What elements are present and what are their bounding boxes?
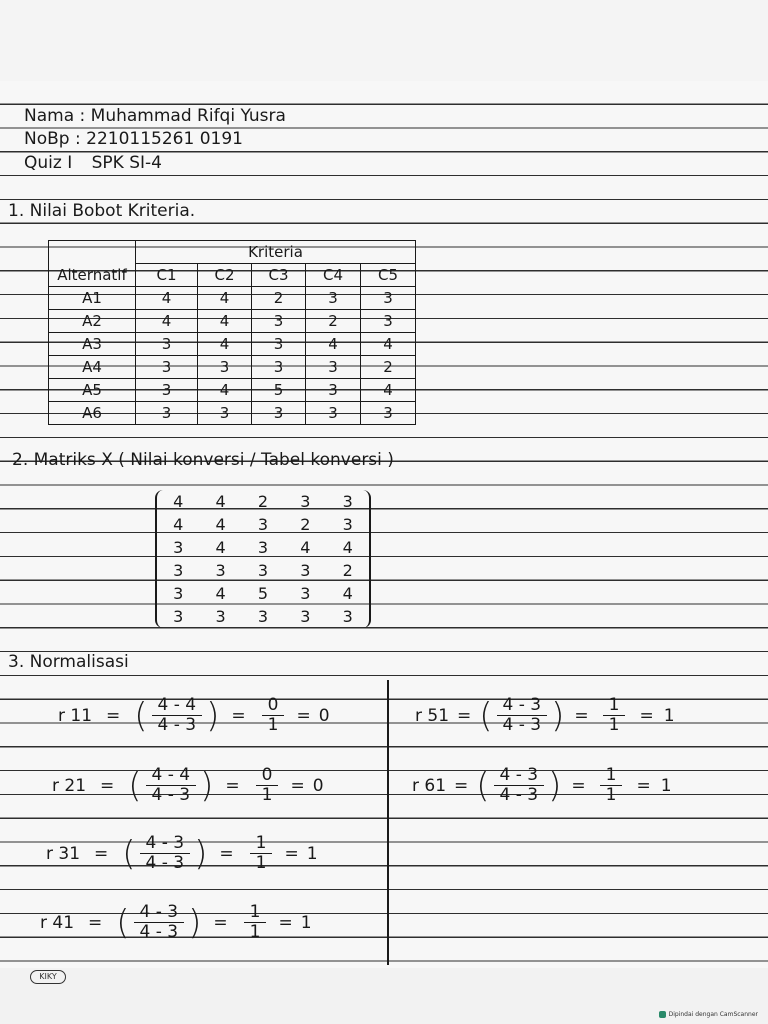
table-cell: 3	[306, 379, 361, 402]
table-cell: 3	[252, 356, 306, 379]
table-cell: 3	[198, 402, 252, 425]
matrix-cell: 3	[215, 607, 226, 626]
fraction-result: $\frac{1}{1}$	[244, 903, 267, 942]
equation-r11: r 11 = ( $\frac{4 - 4}{4 - 3}$ ) = $\frac{0}{1}$ = 0	[58, 695, 330, 736]
matrix-cell: 3	[173, 538, 184, 557]
table-cell: 4	[198, 333, 252, 356]
table-cell: 3	[306, 356, 361, 379]
equation-r41: r 41 = ( $\frac{4 - 3}{4 - 3}$ ) = $\frac{1}{1}$ = 1	[40, 902, 312, 943]
equation-result: 1	[300, 912, 312, 933]
table-cell: 4	[361, 379, 416, 402]
row-name: A3	[49, 333, 136, 356]
matrix-cell: 2	[342, 561, 353, 580]
page-top-margin	[0, 0, 768, 81]
equation-r51: r 51 = ( $\frac{4 - 3}{4 - 3}$ ) = $\frac{1}{1}$ = 1	[415, 695, 675, 736]
matrix-cell: 3	[300, 584, 311, 603]
matrix-cell: 3	[257, 561, 269, 580]
table-cell: 3	[252, 310, 306, 333]
equation-result: 1	[306, 843, 318, 864]
fraction: $\frac{4 - 3}{4 - 3}$	[497, 696, 548, 735]
equation-label: r 51	[415, 705, 450, 726]
matrix-row	[157, 607, 369, 629]
matrix-cell: 3	[173, 561, 184, 580]
matrix-cell: 3	[257, 607, 269, 626]
kriteria-group-header: Kriteria	[136, 241, 416, 264]
table-cell: 3	[306, 402, 361, 425]
matrix-row	[157, 538, 369, 560]
equation-result: 1	[660, 775, 672, 796]
row-name: A4	[49, 356, 136, 379]
table-cell: 4	[361, 333, 416, 356]
table-cell: 3	[361, 310, 416, 333]
section1-title: 1. Nilai Bobot Kriteria.	[8, 201, 196, 221]
matrix-row	[157, 561, 369, 583]
matrix-cell: 3	[342, 515, 353, 534]
matrix-cell: 3	[342, 492, 353, 511]
table-row	[49, 379, 416, 402]
quiz-value: SPK SI-4	[91, 153, 162, 173]
nama-label: Nama	[24, 106, 75, 126]
scanner-text: Dipindai dengan CamScanner	[668, 1011, 758, 1018]
table-cell: 3	[361, 402, 416, 425]
page-bottom-margin	[0, 968, 768, 1024]
table-cell: 4	[198, 287, 252, 310]
table-row	[49, 333, 416, 356]
fraction-result: $\frac{0}{1}$	[262, 696, 285, 735]
kriteria-table	[48, 240, 416, 425]
table-corner	[49, 241, 136, 264]
equation-r21: r 21 = ( $\frac{4 - 4}{4 - 3}$ ) = $\frac{0}{1}$ = 0	[52, 765, 324, 806]
equation-label: r 21	[52, 775, 87, 796]
table-row	[49, 310, 416, 333]
matrix-cell: 3	[215, 561, 226, 580]
nobp-label: NoBp	[24, 129, 70, 149]
equation-r31: r 31 = ( $\frac{4 - 3}{4 - 3}$ ) = $\frac{1}{1}$ = 1	[46, 833, 318, 874]
matrix-cell: 3	[300, 561, 311, 580]
nama-value: Muhammad Rifqi Yusra	[90, 106, 286, 126]
table-cell: 4	[136, 310, 198, 333]
matrix-cell: 4	[215, 515, 226, 534]
quiz-line	[24, 153, 162, 173]
matrix-cell: 3	[257, 515, 269, 534]
scanner-watermark	[659, 1011, 758, 1018]
matrix-cell: 4	[173, 515, 184, 534]
fraction: $\frac{4 - 4}{4 - 3}$	[152, 696, 203, 735]
matrix-cell: 2	[300, 515, 311, 534]
equation-result: 1	[663, 705, 675, 726]
camscanner-logo-icon	[659, 1011, 666, 1018]
col-header-c4: C4	[306, 264, 361, 287]
nobp-line: NoBp : 2210115261 0191	[24, 129, 243, 149]
table-cell: 3	[361, 287, 416, 310]
fraction-result: $\frac{1}{1}$	[603, 696, 626, 735]
matrix-row	[157, 492, 369, 514]
fraction: $\frac{4 - 4}{4 - 3}$	[146, 766, 197, 805]
table-cell: 2	[306, 310, 361, 333]
equation-result: 0	[312, 775, 324, 796]
table-cell: 3	[252, 402, 306, 425]
matrix-cell: 3	[173, 584, 184, 603]
nama-line: Nama : Muhammad Rifqi Yusra	[24, 106, 286, 126]
table-cell: 2	[252, 287, 306, 310]
row-name: A6	[49, 402, 136, 425]
table-cell: 3	[136, 402, 198, 425]
equation-label: r 11	[58, 705, 93, 726]
row-name: A1	[49, 287, 136, 310]
matrix-cell: 3	[342, 607, 353, 626]
quiz-label: Quiz I	[24, 153, 73, 173]
matrix-row	[157, 584, 369, 606]
fraction: $\frac{4 - 3}{4 - 3}$	[134, 903, 185, 942]
equation-label: r 61	[412, 775, 447, 796]
matrix-cell: 4	[342, 538, 353, 557]
matrix-row	[157, 515, 369, 537]
equation-r61: r 61 = ( $\frac{4 - 3}{4 - 3}$ ) = $\frac{1}{1}$ = 1	[412, 765, 672, 806]
alternatif-header: Alternatif	[49, 264, 136, 287]
col-header-c5: C5	[361, 264, 416, 287]
table-cell: 5	[252, 379, 306, 402]
table-cell: 3	[136, 333, 198, 356]
equation-result: 0	[318, 705, 330, 726]
matrix-x	[155, 490, 371, 628]
table-cell: 3	[198, 356, 252, 379]
row-name: A5	[49, 379, 136, 402]
table-cell: 4	[198, 379, 252, 402]
nobp-value: 2210115261 0191	[86, 129, 243, 149]
brand-badge: KIKY	[30, 970, 66, 984]
matrix-cell: 4	[215, 492, 226, 511]
section2-title: 2. Matriks X ( Nilai konversi / Tabel konversi )	[12, 450, 394, 470]
matrix-cell: 4	[300, 538, 311, 557]
fraction-result: $\frac{0}{1}$	[256, 766, 279, 805]
matrix-cell: 5	[257, 584, 269, 603]
fraction: $\frac{4 - 3}{4 - 3}$	[140, 834, 191, 873]
table-cell: 3	[252, 333, 306, 356]
table-header-row	[49, 264, 416, 287]
col-header-c2: C2	[198, 264, 252, 287]
matrix-cell: 3	[257, 538, 269, 557]
table-row	[49, 287, 416, 310]
matrix-cell: 3	[173, 607, 184, 626]
matrix-cell: 4	[342, 584, 353, 603]
table-cell: 4	[136, 287, 198, 310]
matrix-cell: 3	[300, 492, 311, 511]
column-divider	[387, 680, 389, 965]
fraction-result: $\frac{1}{1}$	[600, 766, 623, 805]
table-row	[49, 402, 416, 425]
equation-label: r 31	[46, 843, 81, 864]
matrix-cell: 4	[173, 492, 184, 511]
table-cell: 3	[136, 356, 198, 379]
row-name: A2	[49, 310, 136, 333]
section3-title: 3. Normalisasi	[8, 652, 129, 672]
fraction-result: $\frac{1}{1}$	[250, 834, 273, 873]
matrix-cell: 4	[215, 584, 226, 603]
col-header-c1: C1	[136, 264, 198, 287]
col-header-c3: C3	[252, 264, 306, 287]
table-row	[49, 356, 416, 379]
matrix-cell: 4	[215, 538, 226, 557]
fraction: $\frac{4 - 3}{4 - 3}$	[494, 766, 545, 805]
matrix-cell: 3	[300, 607, 311, 626]
matrix-cell: 2	[257, 492, 269, 511]
equation-label: r 41	[40, 912, 75, 933]
table-cell: 2	[361, 356, 416, 379]
table-cell: 4	[198, 310, 252, 333]
table-cell: 4	[306, 333, 361, 356]
table-cell: 3	[306, 287, 361, 310]
table-cell: 3	[136, 379, 198, 402]
